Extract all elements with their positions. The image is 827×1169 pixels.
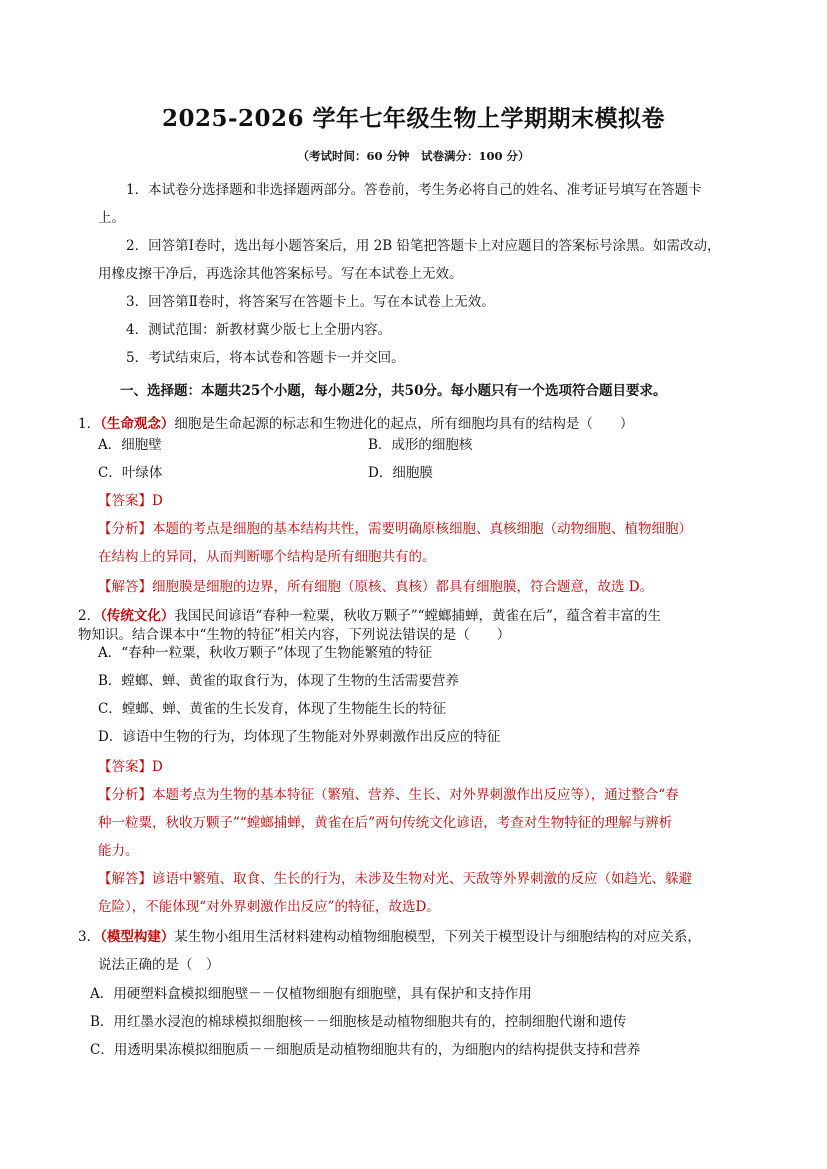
question-tag: （生命观念） (100, 416, 175, 432)
exam-info: （考试时间：60 分钟 试卷满分：100 分） (297, 149, 530, 163)
instruction-line: 4．测试范围：新教材冀少版七上全册内容。 (126, 322, 392, 338)
option-a: A．“春种一粒粟，秋收万颗子”体现了生物能繁殖的特征 (98, 645, 433, 661)
question-1-stem (78, 412, 633, 432)
option-c: C．叶绿体 (98, 465, 163, 481)
analysis-line: 在结构上的异同，从而判断哪个结构是所有细胞共有的。 (98, 549, 436, 565)
question-text: 某生物小组用生活材料建构动植物细胞模型，下列关于模型设计与细胞结构的对应关系， (174, 929, 701, 945)
section-heading: 一、选择题：本题共25个小题，每小题2分，共50分。每小题只有一个选项符合题目要求。 (120, 383, 667, 399)
question-text: 我国民间谚语“春种一粒粟，秋收万颗子”“螳螂捕蝉，黄雀在后”，蕴含着丰富的生 (174, 608, 661, 624)
option-c: C．用透明果冻模拟细胞质－－细胞质是动植物细胞共有的，为细胞内的结构提供支持和营养 (90, 1042, 641, 1058)
option-a: A．用硬塑料盒模拟细胞壁－－仅植物细胞有细胞壁，具有保护和支持作用 (90, 986, 532, 1002)
instruction-line: 用橡皮擦干净后，再选涂其他答案标号。写在本试卷上无效。 (98, 266, 463, 282)
analysis-line: 能力。 (98, 843, 139, 859)
option-b: B．螳螂、蝉、黄雀的取食行为，体现了生物的生活需要营养 (98, 673, 459, 689)
question-text: 细胞是生命起源的标志和生物进化的起点，所有细胞均具有的结构是（ ） (174, 416, 634, 432)
question-number: 3． (78, 929, 101, 945)
analysis-line: 种一粒粟，秋收万颗子”“螳螂捕蝉，黄雀在后”两句传统文化谚语，考查对生物特征的理解与辨析 (98, 815, 673, 831)
answer: 【答案】D (98, 493, 163, 509)
option-d: D．谚语中生物的行为，均体现了生物能对外界刺激作出反应的特征 (98, 729, 501, 745)
option-d: D．细胞膜 (368, 465, 433, 481)
question-tag: （模型构建） (100, 929, 175, 945)
question-number: 1． (78, 416, 101, 432)
instruction-line: 2．回答第Ⅰ卷时，选出每小题答案后，用 2B 铅笔把答题卡上对应题目的答案标号涂黑。如需改动， (126, 238, 721, 254)
option-b: B．成形的细胞核 (368, 437, 473, 453)
option-a: A．细胞壁 (98, 437, 162, 453)
option-b: B．用红墨水浸泡的棉球模拟细胞核－－细胞核是动植物细胞共有的，控制细胞代谢和遗传 (90, 1014, 627, 1030)
question-number: 2． (78, 608, 101, 624)
instruction-line: 上。 (98, 210, 125, 226)
instruction-line: 5．考试结束后，将本试卷和答题卡一并交回。 (126, 350, 405, 366)
question-text-line: 说法正确的是（ ） (98, 957, 220, 973)
analysis-line: 【分析】本题考点为生物的基本特征（繁殖、营养、生长、对外界刺激作出反应等），通过整合“春 (98, 787, 679, 803)
instruction-line: 3．回答第Ⅱ卷时，将答案写在答题卡上。写在本试卷上无效。 (126, 294, 495, 310)
page-title: 2025-2026 学年七年级生物上学期期末模拟卷 (161, 105, 666, 132)
question-text-line: 物知识。结合课本中“生物的特征”相关内容，下列说法错误的是（ ） (78, 627, 511, 643)
option-c: C．螳螂、蝉、黄雀的生长发育，体现了生物能生长的特征 (98, 701, 446, 717)
solution-line: 危险），不能体现“对外界刺激作出反应”的特征，故选D。 (98, 899, 440, 915)
question-tag: （传统文化） (100, 608, 175, 624)
solution-line: 【解答】细胞膜是细胞的边界，所有细胞（原核、真核）都具有细胞膜，符合题意，故选 D。 (98, 579, 654, 595)
question-3-stem (78, 925, 701, 945)
question-2-stem (78, 604, 661, 624)
answer: 【答案】D (98, 759, 163, 775)
analysis-line: 【分析】本题的考点是细胞的基本结构共性，需要明确原核细胞、真核细胞（动物细胞、植物细胞） (98, 521, 692, 537)
solution-line: 【解答】谚语中繁殖、取食、生长的行为，未涉及生物对光、天敌等外界刺激的反应（如趋光、躲避 (98, 871, 692, 887)
instruction-line: 1．本试卷分选择题和非选择题两部分。答卷前，考生务必将自己的姓名、准考证号填写在答题卡 (126, 182, 702, 198)
